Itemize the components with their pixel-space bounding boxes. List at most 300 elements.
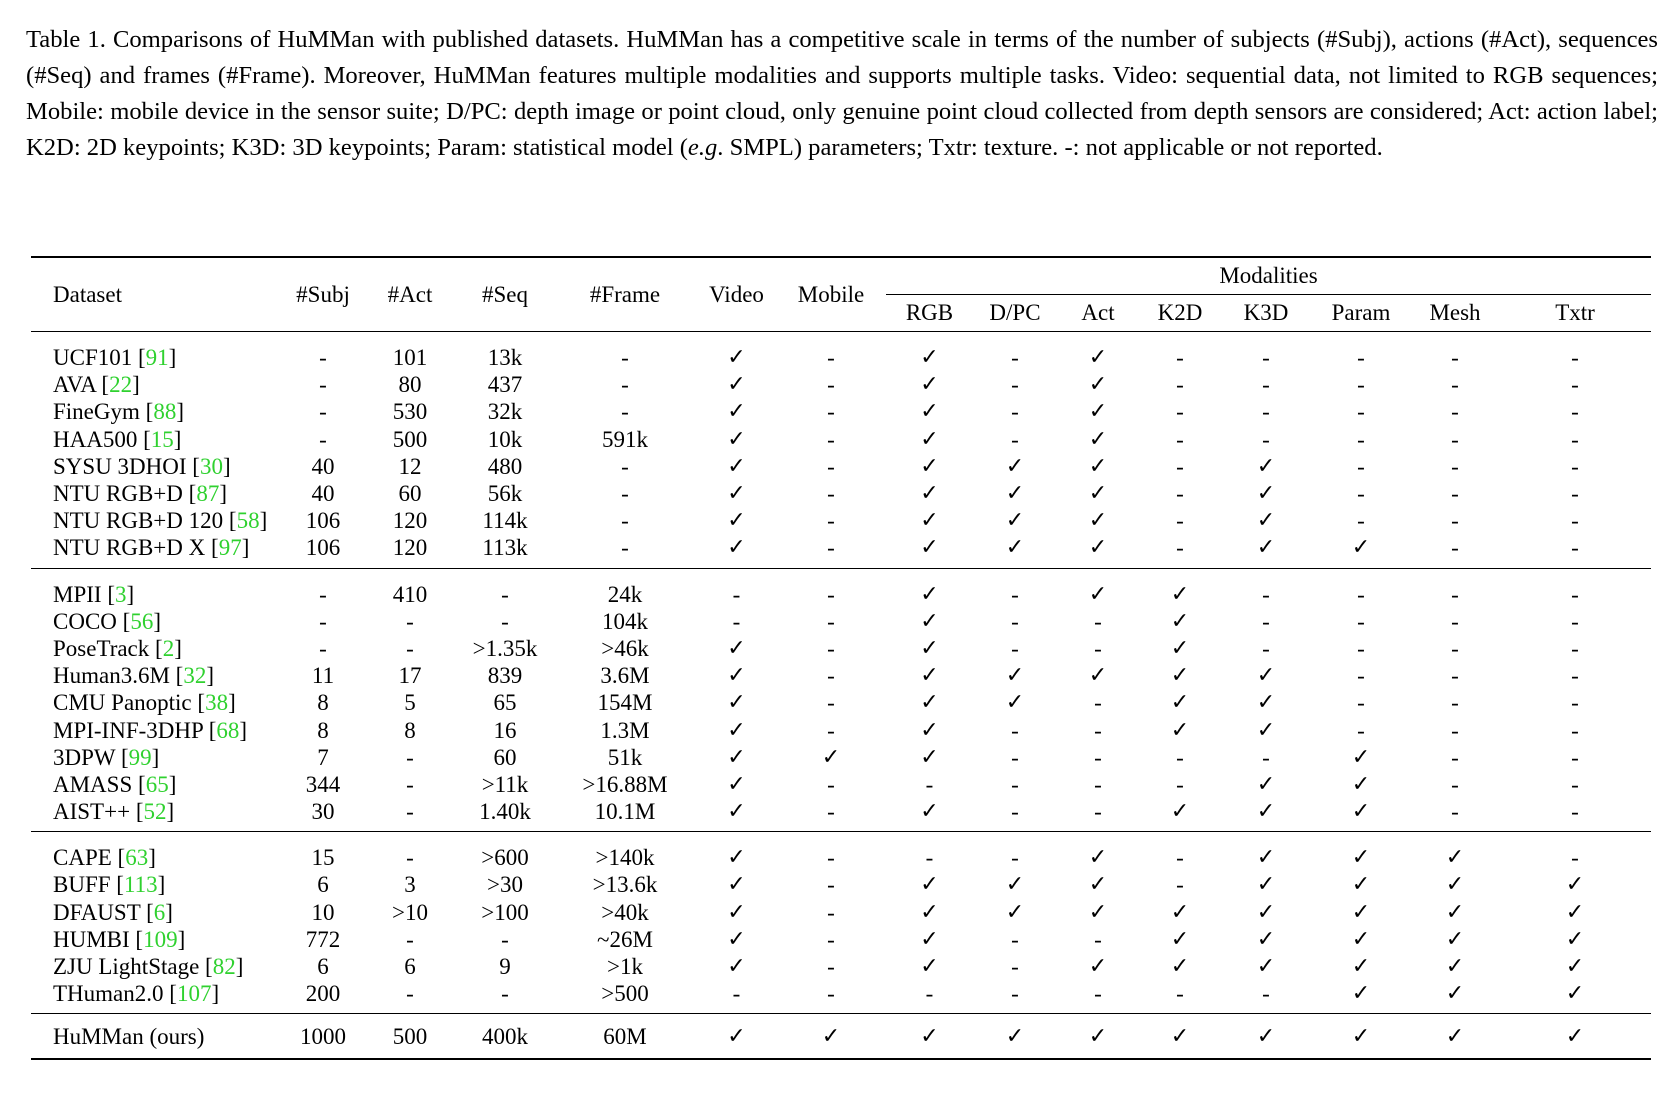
cell-dpc: - xyxy=(1011,926,1019,952)
header-act: #Act xyxy=(363,257,457,332)
cell-subj: 344 xyxy=(305,771,341,797)
cell-txtr: - xyxy=(1571,426,1579,452)
cell-param: ✓ xyxy=(1351,872,1371,898)
citation-link[interactable]: 3 xyxy=(114,581,127,607)
cell-k3d: - xyxy=(1262,399,1270,425)
cell-mesh: - xyxy=(1451,535,1459,561)
cell-seq: 16 xyxy=(493,717,517,743)
cell-subj: 6 xyxy=(317,872,329,898)
cell-seq: >1.35k xyxy=(472,635,538,661)
cell-act: 410 xyxy=(392,581,428,607)
cell-mesh: ✓ xyxy=(1445,899,1465,925)
cell-mobile: - xyxy=(827,771,835,797)
dataset-name: FineGym [88] xyxy=(53,399,184,425)
cell-frame: - xyxy=(621,508,629,534)
cell-seq: 10k xyxy=(487,426,523,452)
cell-mesh: - xyxy=(1451,690,1459,716)
cell-rgb: ✓ xyxy=(920,717,939,743)
cell-mesh: - xyxy=(1451,581,1459,607)
citation-link[interactable]: 58 xyxy=(236,508,260,534)
cell-k2d: ✓ xyxy=(1170,954,1190,980)
table-caption xyxy=(26,22,1658,166)
cell-txtr: - xyxy=(1571,635,1579,661)
cell-txtr: - xyxy=(1571,845,1579,871)
citation-link[interactable]: 87 xyxy=(196,481,220,507)
cell-mact: ✓ xyxy=(1088,872,1108,898)
cell-rgb: ✓ xyxy=(886,1014,973,1060)
cell-seq: - xyxy=(501,926,509,952)
cell-mact: - xyxy=(1094,717,1102,743)
comparison-table xyxy=(31,256,1651,1060)
citation-link[interactable]: 68 xyxy=(216,717,240,743)
citation-link[interactable]: 97 xyxy=(218,535,242,561)
cell-mesh: - xyxy=(1451,744,1459,770)
cell-seq: >600 xyxy=(481,845,529,871)
header-mesh: Mesh xyxy=(1411,295,1499,332)
cell-frame: ~26M xyxy=(597,926,653,952)
cell-rgb: ✓ xyxy=(920,799,939,825)
cell-mact: - xyxy=(1094,926,1102,952)
cell-frame: >40k xyxy=(601,899,649,925)
cell-mesh: - xyxy=(1451,426,1459,452)
cell-frame: 104k xyxy=(602,608,648,634)
cell-dpc: - xyxy=(1011,799,1019,825)
cell-k3d: ✓ xyxy=(1256,508,1276,534)
citation-link[interactable]: 88 xyxy=(153,399,177,425)
cell-mesh: - xyxy=(1451,508,1459,534)
cell-subj: 106 xyxy=(305,535,341,561)
dataset-name: SYSU 3DHOI [30] xyxy=(53,453,231,479)
cell-mact: ✓ xyxy=(1088,453,1108,479)
cell-mact: ✓ xyxy=(1088,481,1108,507)
citation-link[interactable]: 22 xyxy=(109,372,133,398)
cell-frame: - xyxy=(621,453,629,479)
cell-mobile: - xyxy=(827,372,835,398)
caption-text: Table 1. Comparisons of HuMMan with published datasets. HuMMan has a competitive scale in terms of the number of subjects (#Subj), actions (#Act), sequences (#Seq) and frames (#Frame). Moreover, HuMMan features multiple modalities and supports multiple tasks. Video: sequential data, not limited to RGB sequences; Mobile: mobile device in the sensor suite; D/PC: depth image or point cloud, only genuine point cloud collected from depth sensors are considered; Act: action label; K2D: 2D keypoints; K3D: 3D keypoints; Param: statistical model ( xyxy=(26,26,1658,161)
dataset-label: MPII xyxy=(53,581,102,607)
cell-rgb: ✓ xyxy=(920,535,939,561)
cell-subj: 772 xyxy=(305,926,341,952)
cell-k3d: ✓ xyxy=(1221,1014,1311,1060)
cell-mesh: - xyxy=(1451,453,1459,479)
table-row xyxy=(31,744,1651,771)
cell-mobile: - xyxy=(827,399,835,425)
cell-seq: 65 xyxy=(493,690,517,716)
cell-mesh: - xyxy=(1451,635,1459,661)
cell-video: ✓ xyxy=(727,345,746,371)
cell-seq: - xyxy=(501,608,509,634)
cell-mobile: - xyxy=(827,508,835,534)
cell-mobile: - xyxy=(827,345,835,371)
cell-k3d: ✓ xyxy=(1256,481,1276,507)
cell-mobile: - xyxy=(827,453,835,479)
cell-txtr: ✓ xyxy=(1565,954,1585,980)
cell-subj: - xyxy=(319,608,327,634)
citation-link[interactable]: 63 xyxy=(125,845,149,871)
table-header xyxy=(31,257,1651,332)
cell-mact: ✓ xyxy=(1057,1014,1139,1060)
cell-k3d: ✓ xyxy=(1256,845,1276,871)
cell-mact: - xyxy=(1094,635,1102,661)
dataset-name: NTU RGB+D 120 [58] xyxy=(53,508,268,534)
cell-k3d: - xyxy=(1262,608,1270,634)
cell-mobile: - xyxy=(827,926,835,952)
cell-subj: 30 xyxy=(311,799,335,825)
cell-seq: 13k xyxy=(487,345,523,371)
cell-dpc: ✓ xyxy=(1005,663,1025,689)
citation-link[interactable]: 109 xyxy=(143,926,178,952)
dataset-name: COCO [56] xyxy=(53,608,161,634)
cell-k3d: ✓ xyxy=(1256,872,1276,898)
cell-k2d: - xyxy=(1176,744,1184,770)
cell-dpc: - xyxy=(1011,608,1019,634)
cell-rgb: ✓ xyxy=(920,608,939,634)
cell-act: - xyxy=(406,635,414,661)
cell-seq: 1.40k xyxy=(479,799,531,825)
cell-mesh: - xyxy=(1451,717,1459,743)
cell-param: ✓ xyxy=(1351,899,1371,925)
caption-eg: e.g xyxy=(687,134,718,161)
cell-act: >10 xyxy=(392,899,428,925)
cell-mobile: - xyxy=(827,899,835,925)
cell-mesh: - xyxy=(1451,799,1459,825)
header-dataset: Dataset xyxy=(31,257,283,332)
header-subj: #Subj xyxy=(283,257,363,332)
cell-rgb: ✓ xyxy=(920,481,939,507)
cell-frame: 24k xyxy=(607,581,643,607)
cell-param: - xyxy=(1357,399,1365,425)
cell-mobile: - xyxy=(827,872,835,898)
cell-video: ✓ xyxy=(727,508,746,534)
cell-param: - xyxy=(1357,663,1365,689)
cell-txtr: - xyxy=(1571,581,1579,607)
cell-txtr: ✓ xyxy=(1565,872,1585,898)
cell-param: ✓ xyxy=(1351,799,1371,825)
cell-mact: - xyxy=(1094,690,1102,716)
cell-subj: - xyxy=(319,635,327,661)
cell-rgb: ✓ xyxy=(920,372,939,398)
dataset-label: HAA500 xyxy=(53,426,138,452)
table-row xyxy=(31,568,1651,608)
citation-link[interactable]: 65 xyxy=(145,771,169,797)
cell-frame: 60M xyxy=(553,1014,697,1060)
cell-k3d: ✓ xyxy=(1256,799,1276,825)
cell-txtr: - xyxy=(1571,717,1579,743)
cell-k2d: - xyxy=(1176,535,1184,561)
cell-mact: ✓ xyxy=(1088,345,1108,371)
cell-mobile: - xyxy=(827,690,835,716)
cell-dpc: ✓ xyxy=(1005,899,1025,925)
cell-frame: 3.6M xyxy=(600,663,650,689)
table-row xyxy=(31,507,1651,534)
cell-k2d: - xyxy=(1176,508,1184,534)
cell-frame: 154M xyxy=(597,690,653,716)
cell-txtr: - xyxy=(1571,481,1579,507)
dataset-name: ZJU LightStage [82] xyxy=(53,954,244,980)
cell-rgb: ✓ xyxy=(920,899,939,925)
dataset-label: FineGym xyxy=(53,399,140,425)
cell-seq: 9 xyxy=(499,954,511,980)
header-video: Video xyxy=(697,257,776,332)
cell-txtr: - xyxy=(1571,744,1579,770)
table-row xyxy=(31,980,1651,1014)
cell-subj: 10 xyxy=(311,899,335,925)
cell-mact: ✓ xyxy=(1088,535,1108,561)
cell-subj: 8 xyxy=(317,717,329,743)
cell-video: - xyxy=(732,581,741,607)
cell-seq: 480 xyxy=(487,453,523,479)
cell-k3d: ✓ xyxy=(1256,954,1276,980)
cell-mesh: ✓ xyxy=(1445,926,1465,952)
cell-act: 530 xyxy=(392,399,428,425)
table-row xyxy=(31,398,1651,425)
dataset-label: DFAUST xyxy=(53,899,141,925)
header-mobile: Mobile xyxy=(776,257,886,332)
citation-link[interactable]: 32 xyxy=(183,663,207,689)
cell-frame: - xyxy=(621,399,629,425)
citation-link[interactable]: 91 xyxy=(145,345,169,371)
cell-txtr: ✓ xyxy=(1499,1014,1651,1060)
cell-act: 6 xyxy=(404,954,416,980)
cell-video: ✓ xyxy=(727,453,746,479)
cell-param: - xyxy=(1357,372,1365,398)
cell-act: - xyxy=(406,771,414,797)
cell-param: - xyxy=(1357,608,1365,634)
cell-k2d: - xyxy=(1176,399,1184,425)
cell-seq: 60 xyxy=(493,744,517,770)
cell-k3d: ✓ xyxy=(1256,899,1276,925)
cell-seq: 32k xyxy=(487,399,523,425)
cell-seq: >30 xyxy=(487,872,523,898)
cell-mobile: - xyxy=(827,635,835,661)
cell-act: 80 xyxy=(398,372,422,398)
header-param: Param xyxy=(1311,295,1411,332)
cell-subj: 8 xyxy=(317,690,329,716)
citation-link[interactable]: 6 xyxy=(153,899,166,925)
dataset-name: 3DPW [99] xyxy=(53,744,160,770)
dataset-label: SYSU 3DHOI xyxy=(53,453,187,479)
cell-dpc: - xyxy=(1011,345,1019,371)
cell-act: - xyxy=(406,926,414,952)
cell-subj: 15 xyxy=(311,845,335,871)
cell-dpc: ✓ xyxy=(1005,535,1025,561)
cell-mesh: ✓ xyxy=(1445,954,1465,980)
dataset-name-ours: HuMMan (ours) xyxy=(31,1014,283,1060)
cell-param: ✓ xyxy=(1351,535,1371,561)
dataset-name: HUMBI [109] xyxy=(53,926,186,952)
cell-frame: >500 xyxy=(601,981,649,1007)
cell-param: - xyxy=(1357,426,1365,452)
cell-k3d: ✓ xyxy=(1256,453,1276,479)
cell-txtr: ✓ xyxy=(1565,981,1585,1007)
cell-rgb: ✓ xyxy=(920,954,939,980)
cell-txtr: - xyxy=(1571,535,1579,561)
cell-dpc: ✓ xyxy=(1005,690,1025,716)
cell-dpc: ✓ xyxy=(1005,481,1025,507)
cell-mesh: ✓ xyxy=(1445,981,1465,1007)
cell-txtr: - xyxy=(1571,690,1579,716)
citation-link[interactable]: 2 xyxy=(162,635,175,661)
dataset-label: NTU RGB+D 120 xyxy=(53,508,224,534)
dataset-label: MPI-INF-3DHP xyxy=(53,717,203,743)
dataset-name: NTU RGB+D X [97] xyxy=(53,535,250,561)
cell-frame: >46k xyxy=(601,635,649,661)
dataset-name: AVA [22] xyxy=(53,372,140,398)
citation-link[interactable]: 99 xyxy=(128,744,152,770)
cell-subj: - xyxy=(319,345,327,371)
cell-frame: - xyxy=(621,535,629,561)
cell-txtr: - xyxy=(1571,508,1579,534)
cell-video: ✓ xyxy=(727,717,746,743)
cell-act: 60 xyxy=(398,481,422,507)
cell-seq: 437 xyxy=(487,372,523,398)
cell-mobile: - xyxy=(827,535,835,561)
dataset-name: MPII [3] xyxy=(53,581,135,607)
cell-frame: 1.3M xyxy=(600,717,650,743)
cell-rgb: ✓ xyxy=(920,635,939,661)
table-row xyxy=(31,953,1651,980)
citation-link[interactable]: 52 xyxy=(143,799,167,825)
dataset-name: AIST++ [52] xyxy=(53,799,175,825)
cell-act: 120 xyxy=(392,508,428,534)
cell-rgb: ✓ xyxy=(920,690,939,716)
cell-k2d: ✓ xyxy=(1170,608,1190,634)
cell-param: - xyxy=(1357,508,1365,534)
citation-link[interactable]: 82 xyxy=(212,954,236,980)
cell-frame: - xyxy=(621,481,629,507)
cell-k3d: - xyxy=(1262,581,1270,607)
cell-dpc: - xyxy=(1011,372,1019,398)
table-row xyxy=(31,426,1651,453)
cell-k3d: ✓ xyxy=(1256,717,1276,743)
cell-video: ✓ xyxy=(727,426,746,452)
dataset-name: PoseTrack [2] xyxy=(53,635,182,661)
header-frame: #Frame xyxy=(553,257,697,332)
citation-link[interactable]: 113 xyxy=(123,872,158,898)
cell-seq: - xyxy=(501,581,509,607)
dataset-name: MPI-INF-3DHP [68] xyxy=(53,717,248,743)
cell-k2d: ✓ xyxy=(1170,690,1190,716)
cell-rgb: ✓ xyxy=(920,426,939,452)
cell-param: ✓ xyxy=(1351,954,1371,980)
dataset-name: UCF101 [91] xyxy=(53,345,177,371)
header-mod-act: Act xyxy=(1057,295,1139,332)
cell-dpc: ✓ xyxy=(1005,872,1025,898)
cell-video: ✓ xyxy=(727,690,746,716)
table-row xyxy=(31,608,1651,635)
cell-video: ✓ xyxy=(727,954,746,980)
citation-link[interactable]: 15 xyxy=(150,426,174,452)
cell-seq: 839 xyxy=(487,663,523,689)
dataset-name: AMASS [65] xyxy=(53,771,177,797)
cell-act: - xyxy=(406,608,414,634)
cell-act: 101 xyxy=(392,345,428,371)
dataset-name: NTU RGB+D [87] xyxy=(53,481,227,507)
cell-mobile: - xyxy=(827,954,835,980)
cell-seq: 113k xyxy=(482,535,528,561)
cell-dpc: - xyxy=(1011,717,1019,743)
dataset-label: Human3.6M xyxy=(53,663,170,689)
cell-seq: >11k xyxy=(481,771,529,797)
cell-param: ✓ xyxy=(1351,845,1371,871)
cell-rgb: ✓ xyxy=(920,872,939,898)
cell-dpc: - xyxy=(1011,426,1019,452)
cell-rgb: ✓ xyxy=(920,345,939,371)
cell-subj: 200 xyxy=(305,981,341,1007)
citation-link[interactable]: 56 xyxy=(130,608,154,634)
cell-mact: - xyxy=(1094,981,1102,1007)
cell-video: ✓ xyxy=(727,771,746,797)
table-row xyxy=(31,832,1651,872)
dataset-label: 3DPW xyxy=(53,744,116,770)
cell-mobile: - xyxy=(827,663,835,689)
cell-txtr: - xyxy=(1571,399,1579,425)
header-modalities: Modalities xyxy=(886,257,1651,295)
cell-mobile: - xyxy=(827,581,835,607)
cell-k2d: ✓ xyxy=(1170,926,1190,952)
cell-frame: 591k xyxy=(602,426,648,452)
cell-mesh: - xyxy=(1451,399,1459,425)
cell-dpc: - xyxy=(1011,845,1019,871)
citation-link[interactable]: 30 xyxy=(199,453,223,479)
cell-k3d: ✓ xyxy=(1256,926,1276,952)
cell-mesh: - xyxy=(1451,663,1459,689)
dataset-label: UCF101 xyxy=(53,345,133,371)
cell-act: - xyxy=(406,981,414,1007)
dataset-label: THuman2.0 xyxy=(53,981,164,1007)
cell-param: - xyxy=(1357,690,1365,716)
cell-video: ✓ xyxy=(727,845,746,871)
cell-param: ✓ xyxy=(1351,926,1371,952)
cell-mesh: ✓ xyxy=(1445,872,1465,898)
cell-subj: - xyxy=(319,399,327,425)
header-k2d: K2D xyxy=(1139,295,1221,332)
cell-mact: ✓ xyxy=(1088,508,1108,534)
dataset-label: PoseTrack xyxy=(53,635,150,661)
citation-link[interactable]: 107 xyxy=(176,981,212,1007)
cell-rgb: ✓ xyxy=(920,663,939,689)
cell-txtr: - xyxy=(1571,345,1579,371)
cell-frame: 10.1M xyxy=(594,799,656,825)
cell-k3d: ✓ xyxy=(1256,771,1276,797)
header-k3d: K3D xyxy=(1221,295,1311,332)
dataset-label: ZJU LightStage xyxy=(53,954,200,980)
cell-param: - xyxy=(1357,481,1365,507)
cell-subj: 6 xyxy=(317,954,329,980)
cell-act: 500 xyxy=(392,426,428,452)
cell-k2d: - xyxy=(1176,771,1184,797)
cell-mact: ✓ xyxy=(1088,399,1108,425)
cell-mesh: - xyxy=(1451,608,1459,634)
citation-link[interactable]: 38 xyxy=(205,690,229,716)
cell-mobile: ✓ xyxy=(821,744,841,770)
cell-act: 5 xyxy=(404,690,416,716)
cell-mact: ✓ xyxy=(1088,899,1108,925)
dataset-name: HAA500 [15] xyxy=(53,426,182,452)
cell-k2d: ✓ xyxy=(1170,663,1190,689)
cell-frame: >140k xyxy=(595,845,655,871)
dataset-name: Human3.6M [32] xyxy=(53,663,215,689)
cell-dpc: - xyxy=(1011,635,1019,661)
dataset-name: DFAUST [6] xyxy=(53,899,173,925)
cell-seq: 56k xyxy=(487,481,523,507)
cell-dpc: - xyxy=(1011,581,1019,607)
cell-video: ✓ xyxy=(727,481,746,507)
cell-video: ✓ xyxy=(727,372,746,398)
cell-param: - xyxy=(1357,453,1365,479)
table-group-3 xyxy=(31,832,1651,1014)
cell-video: ✓ xyxy=(727,899,746,925)
